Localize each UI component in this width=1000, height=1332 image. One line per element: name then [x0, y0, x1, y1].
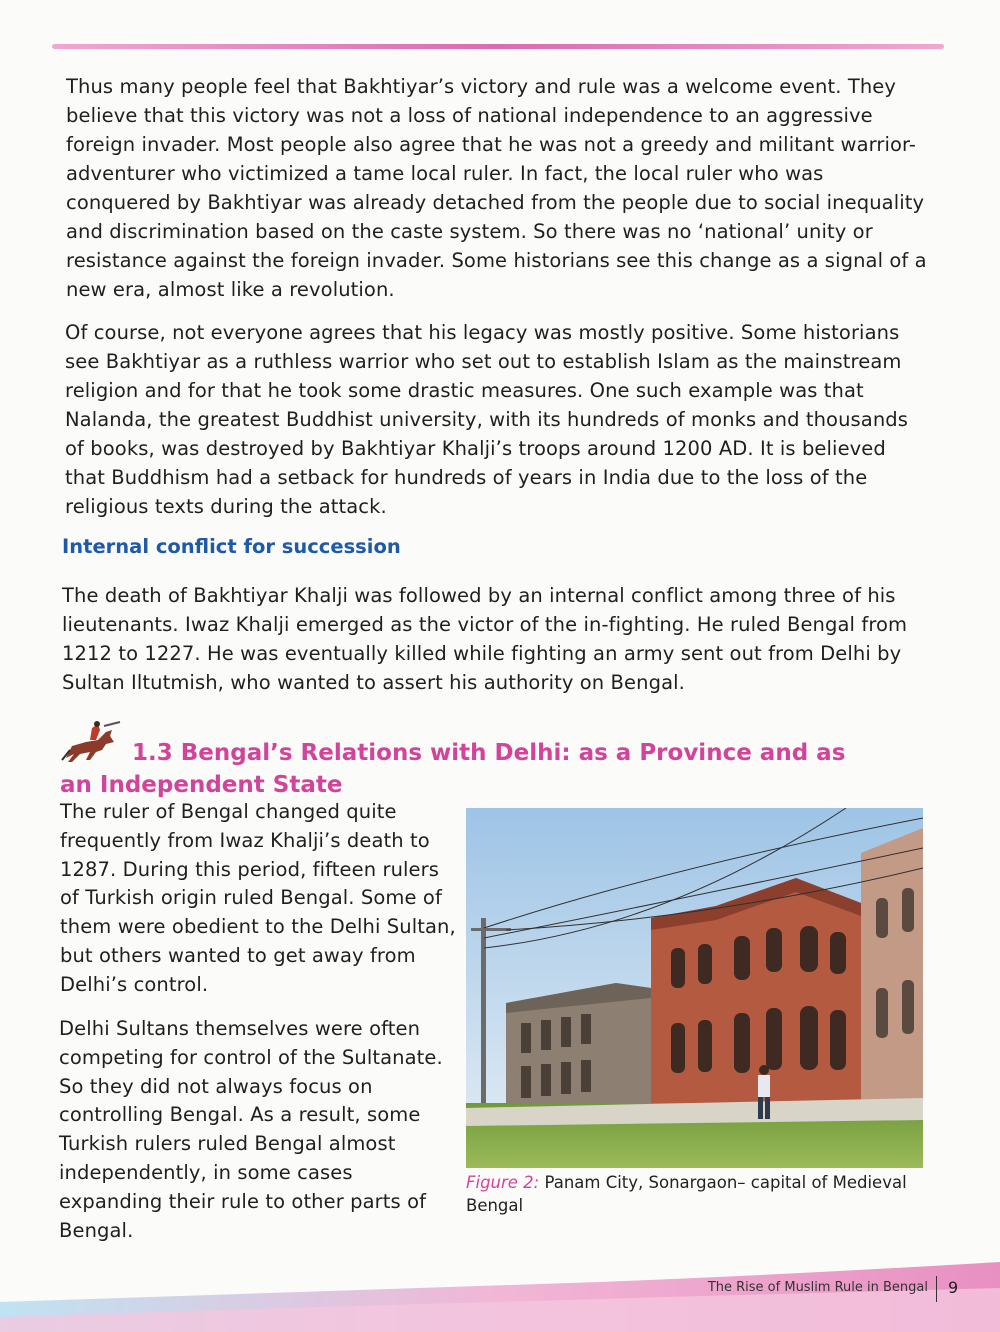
footer-swoosh [0, 1262, 1000, 1332]
page-number: 9 [948, 1278, 959, 1297]
section-heading-text: 1.3 Bengal’s Relations with Delhi: as a Province and as an Independent State [60, 740, 846, 798]
paragraph-1: Thus many people feel that Bakhtiyar’s victory and rule was a welcome event. They believe that this victory was not a loss of national independence to an aggressive foreign invader. Most people also agree that he was not a greedy and militant warrior-adventurer who victimized a tame local ruler. In fact, the local ruler who was conquered by Bakhtiyar was already detached from the people due to social inequality and discrimination based on the caste system. So there was no ‘national’ unity or resistance against the foreign invader. Some historians see this change as a signal of a new era, almost like a revolution. [66, 75, 927, 301]
figure-caption [466, 1171, 926, 1217]
figure-label: Figure 2: [466, 1173, 540, 1192]
paragraph-5: Delhi Sultans themselves were often competing for control of the Sultanate. So they did not always focus on controlling Bengal. As a result, some Turkish rulers ruled Bengal almost independently, in some cases expanding their rule to other parts of Bengal. [59, 1017, 443, 1242]
paragraph-3: The death of Bakhtiyar Khalji was followed by an internal conflict among three of his lieutenants. Iwaz Khalji emerged as the victor of the in-fighting. He ruled Bengal from 1212 to 1227. He was eventually killed while fighting an army sent out from Delhi by Sultan Iltutmish, who wanted to assert his authority on Bengal. [62, 584, 908, 694]
figure-caption-text: Panam City, Sonargaon– capital of Medieval Bengal [466, 1173, 907, 1215]
section-heading [60, 720, 860, 801]
paragraph-4: The ruler of Bengal changed quite frequently from Iwaz Khalji’s death to 1287. During this period, fifteen rulers of Turkish origin ruled Bengal. Some of them were obedient to the Delhi Sultan, but others wanted to get away from Delhi’s control. [60, 800, 456, 996]
horse-rider-icon [60, 720, 126, 768]
footer-divider [936, 1276, 937, 1302]
top-divider [52, 44, 944, 49]
footer-chapter-title: The Rise of Muslim Rule in Bengal [707, 1280, 928, 1295]
subheading: Internal conflict for succession [62, 535, 401, 558]
paragraph-2: Of course, not everyone agrees that his legacy was mostly positive. Some historians see Bakhtiyar as a ruthless warrior who set out to establish Islam as the mainstream religion and for that he took some drastic measures. One such example was that Nalanda, the greatest Buddhist university, with its hundreds of monks and thousands of books, was destroyed by Bakhtiyar Khalji’s troops around 1200 AD. It is believed that Buddhism had a setback for hundreds of years in India due to the loss of the religious texts during the attack. [65, 321, 909, 518]
figure-photo [466, 808, 923, 1168]
